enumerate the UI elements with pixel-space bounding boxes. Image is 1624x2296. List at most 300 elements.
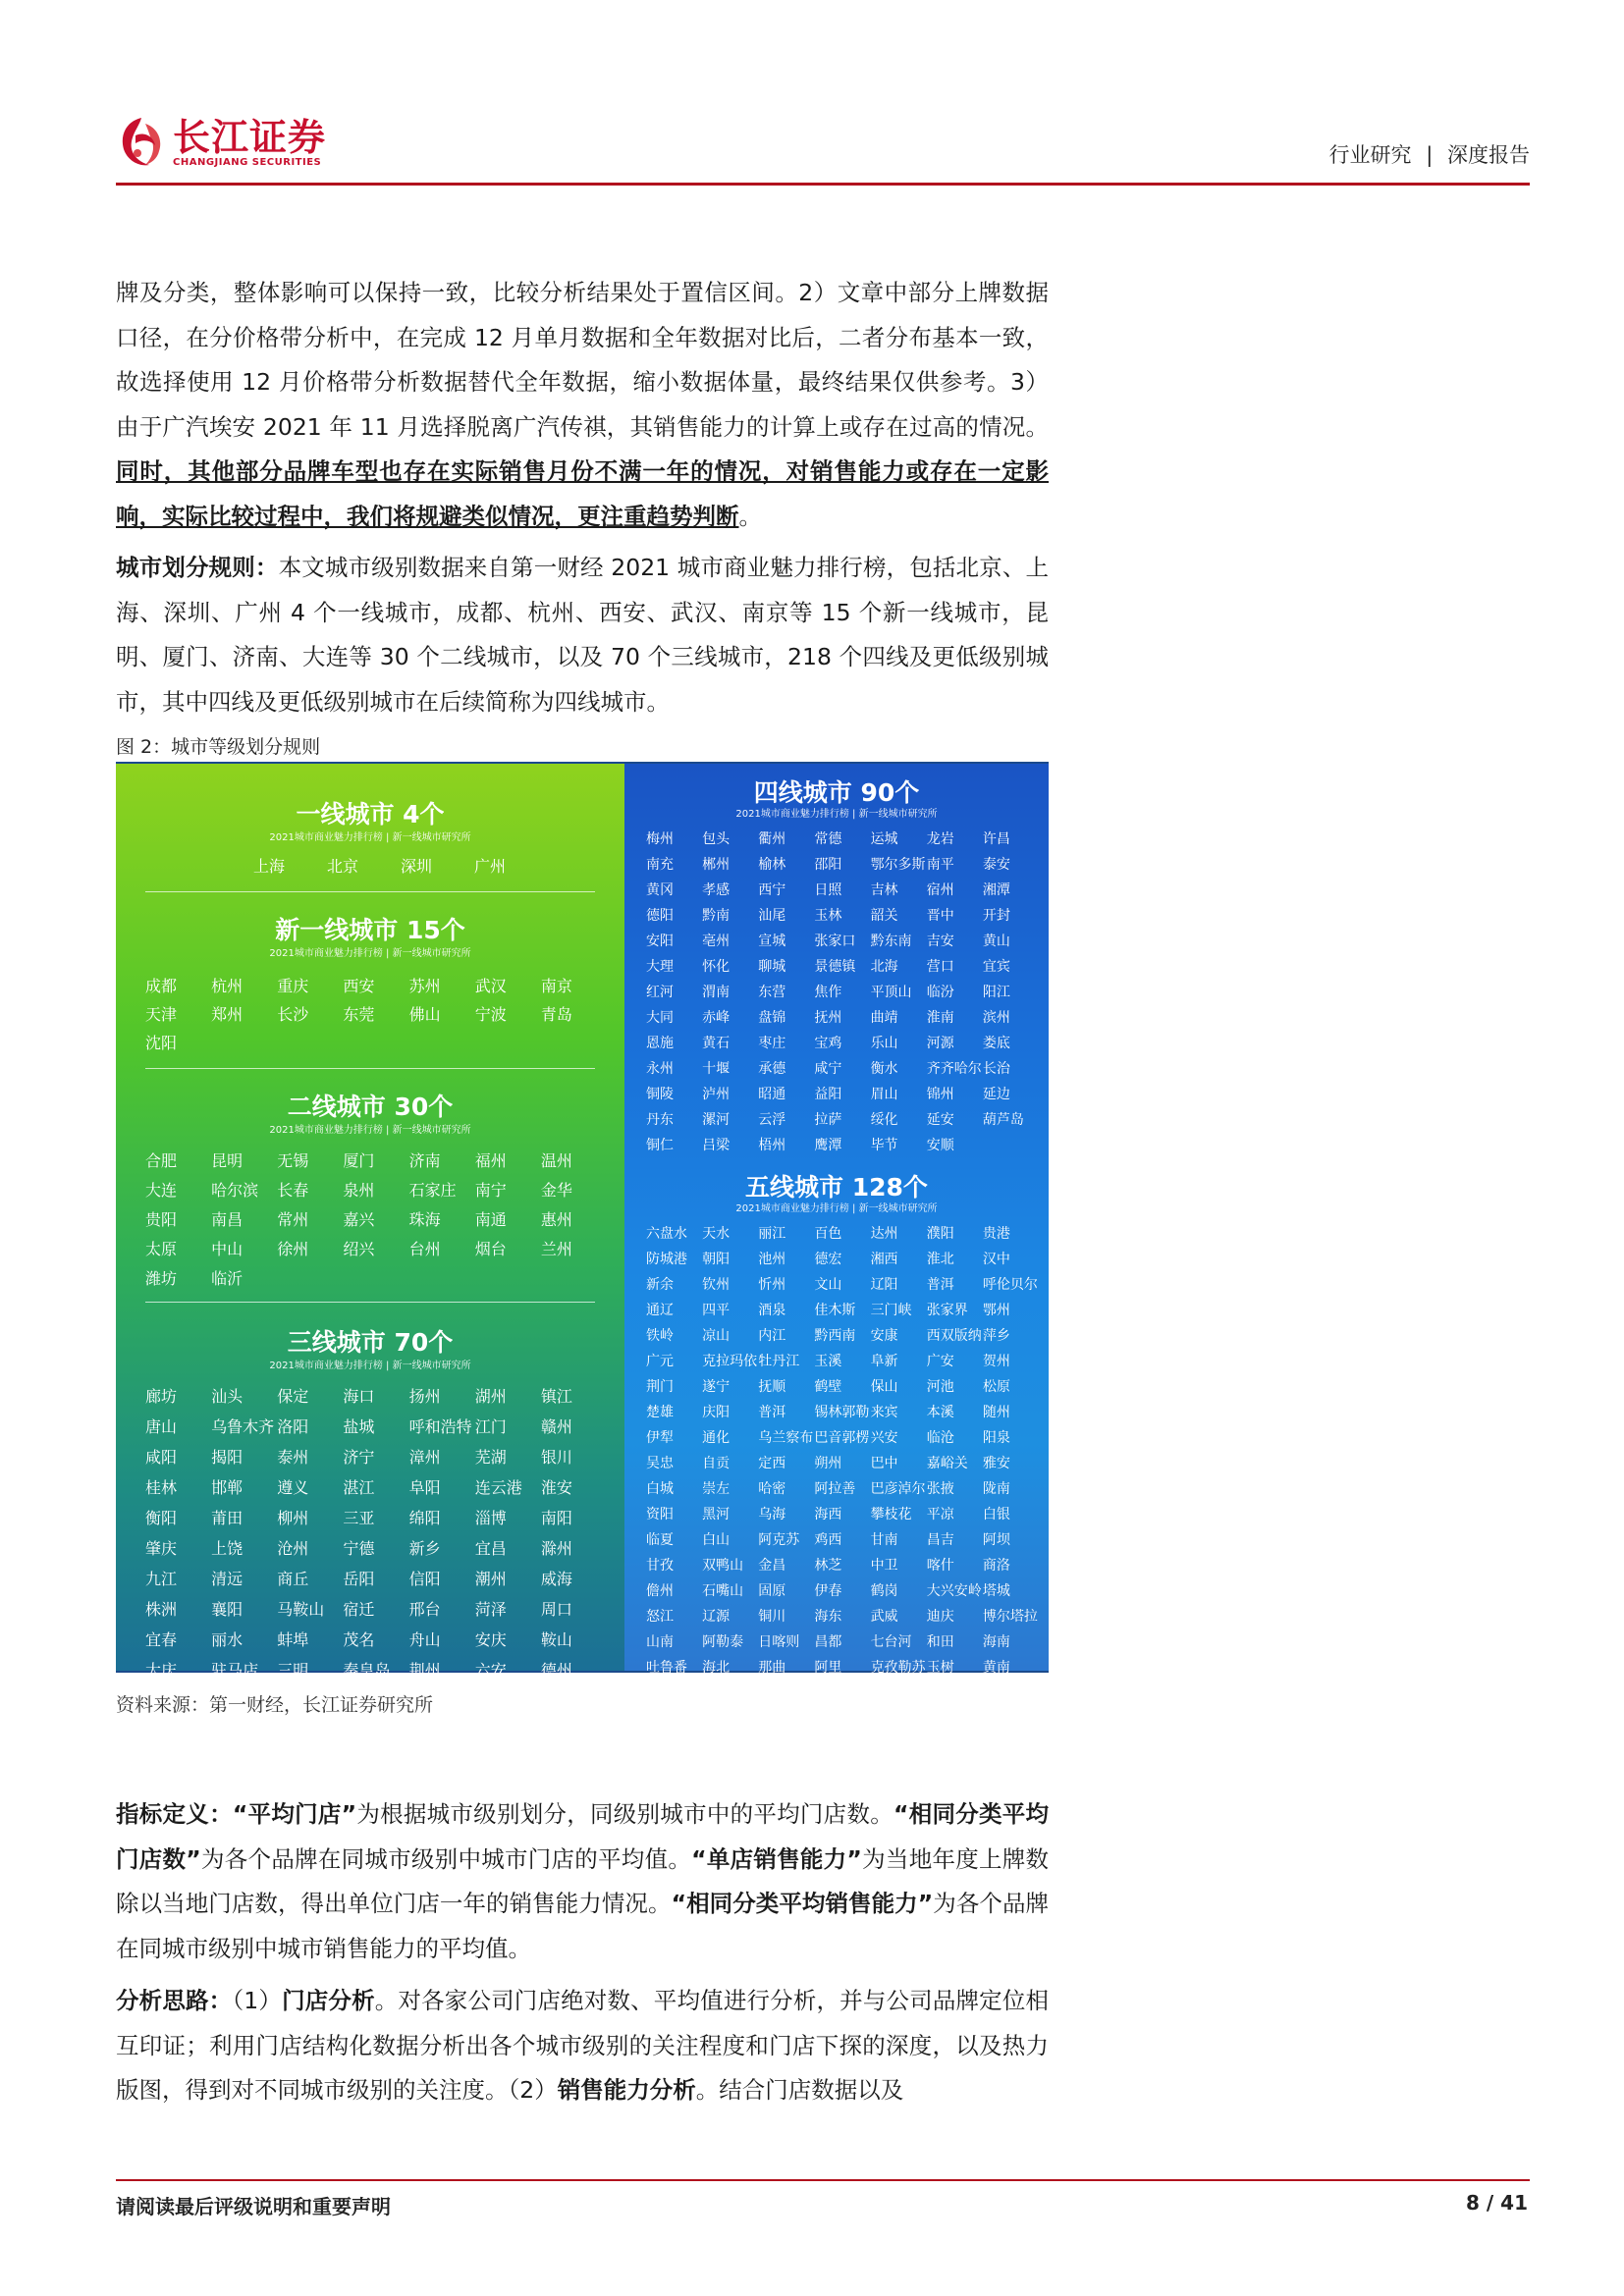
city-name: 克孜勒苏	[870, 1660, 926, 1676]
city-name: 海南	[982, 1634, 1010, 1650]
city-name: 抚州	[814, 1010, 842, 1026]
newtier1-city-list	[145, 974, 607, 1053]
city-name: 孝感	[702, 882, 731, 898]
city-name: 临汾	[926, 985, 954, 1000]
city-name: 运城	[870, 831, 898, 847]
city-name: 沈阳	[145, 1034, 178, 1052]
city-name: 桂林	[145, 1478, 178, 1497]
city-name: 毕节	[870, 1138, 898, 1153]
tier3-city-list	[145, 1384, 607, 1681]
tier2-title: 二线城市 30个	[287, 1093, 454, 1121]
city-name: 常德	[814, 831, 842, 847]
page-header	[116, 110, 1530, 185]
city-name: 银川	[540, 1448, 572, 1467]
city-name: 广元	[646, 1354, 674, 1369]
city-name: 海口	[343, 1387, 375, 1406]
city-name: 拉萨	[814, 1112, 842, 1128]
city-name: 张家界	[926, 1303, 968, 1318]
city-name: 玉溪	[814, 1354, 842, 1369]
city-name: 黄冈	[646, 882, 674, 898]
city-name: 呼和浩特	[408, 1417, 472, 1436]
city-name: 清远	[211, 1570, 244, 1588]
city-name: 郴州	[702, 857, 731, 873]
city-name: 秦皇岛	[343, 1661, 391, 1680]
city-name: 大连	[145, 1181, 178, 1200]
city-name: 黄南	[982, 1660, 1010, 1676]
city-name: 乐山	[870, 1036, 898, 1051]
city-name: 赣州	[540, 1417, 572, 1436]
city-name: 遵义	[277, 1478, 309, 1497]
city-name: 普洱	[926, 1277, 954, 1293]
city-name: 芜湖	[474, 1448, 507, 1467]
city-name: 十堰	[702, 1061, 731, 1077]
city-name: 平顶山	[870, 985, 912, 1000]
city-name: 眉山	[870, 1087, 898, 1102]
term-average-store: “平均门店”	[232, 1800, 357, 1828]
figure-source: 资料来源：第一财经，长江证券研究所	[116, 1694, 434, 1716]
city-name: 荆州	[408, 1661, 441, 1680]
city-name: 河源	[926, 1036, 954, 1051]
city-name: 淮北	[926, 1252, 954, 1267]
city-name: 鄂尔多斯	[870, 857, 926, 873]
city-name: 宣城	[758, 934, 786, 949]
city-name: 太原	[145, 1240, 178, 1258]
city-name: 景德镇	[814, 959, 856, 975]
city-name: 乌鲁木齐	[211, 1417, 275, 1436]
city-name: 抚顺	[758, 1379, 786, 1395]
city-name: 石嘴山	[702, 1583, 744, 1599]
city-name: 南平	[926, 857, 954, 873]
city-name: 吴忠	[646, 1456, 674, 1471]
city-name: 常州	[277, 1210, 309, 1229]
term-single-store-sales: “单店销售能力”	[691, 1844, 862, 1873]
city-name: 扬州	[408, 1387, 441, 1406]
city-name: 阿勒泰	[702, 1634, 744, 1650]
city-name: 定西	[758, 1456, 786, 1471]
city-name: 丽水	[211, 1630, 244, 1649]
city-name: 德州	[540, 1661, 572, 1680]
city-name: 酒泉	[758, 1303, 786, 1318]
para1-end: 。	[738, 502, 762, 530]
city-name: 烟台	[474, 1240, 507, 1258]
city-name: 鸡西	[814, 1532, 842, 1548]
city-name: 莆田	[211, 1509, 244, 1527]
city-name: 淮安	[540, 1478, 572, 1497]
city-name: 大同	[646, 1010, 674, 1026]
footer-rule	[116, 2179, 1530, 2181]
city-name: 包头	[702, 831, 731, 847]
city-name: 黔南	[702, 908, 731, 924]
city-name: 榆林	[758, 857, 786, 873]
city-name: 周口	[540, 1600, 572, 1619]
city-name: 阿克苏	[758, 1532, 800, 1548]
city-name: 杭州	[211, 977, 244, 995]
city-name: 池州	[758, 1252, 786, 1267]
city-name: 甘孜	[646, 1558, 674, 1574]
city-name: 承德	[758, 1061, 786, 1077]
city-name: 济南	[408, 1151, 441, 1170]
approach-text: （1）	[232, 1987, 283, 2014]
city-name: 延边	[982, 1087, 1010, 1102]
city-name: 成都	[145, 977, 178, 995]
city-name: 黄山	[982, 934, 1010, 949]
city-name: 济宁	[343, 1448, 375, 1467]
city-name: 荆门	[646, 1379, 674, 1395]
city-name: 张家口	[814, 934, 856, 949]
city-name: 宿州	[926, 882, 954, 898]
city-name: 哈尔滨	[211, 1181, 259, 1200]
definition-text: 为当地年度上牌数除以当地门店数，得出单位门店一年的销售能力情况。	[116, 1844, 1050, 1917]
city-name: 黄石	[702, 1036, 731, 1051]
city-name: 连云港	[474, 1478, 522, 1497]
city-name: 柳州	[277, 1509, 309, 1527]
city-name: 怀化	[702, 959, 731, 975]
city-name: 通化	[702, 1430, 731, 1446]
city-name: 盐城	[343, 1417, 375, 1436]
city-name: 绵阳	[408, 1509, 441, 1527]
city-name: 赤峰	[702, 1010, 731, 1026]
city-name: 蚌埠	[277, 1630, 309, 1649]
logo-text-en: CHANGJIANG SECURITIES	[173, 156, 322, 168]
city-name: 合肥	[145, 1151, 178, 1170]
city-name: 白城	[646, 1481, 674, 1497]
city-name: 文山	[814, 1277, 842, 1293]
city-name: 巴中	[870, 1456, 898, 1471]
city-name: 沧州	[277, 1539, 309, 1558]
city-name: 乌兰察布	[758, 1430, 814, 1446]
city-name: 佛山	[408, 1005, 441, 1024]
city-name: 邯郸	[211, 1478, 244, 1497]
city-name: 鹤岗	[870, 1583, 898, 1599]
city-name: 重庆	[277, 977, 309, 995]
city-name: 宜昌	[474, 1539, 507, 1558]
city-name: 汕尾	[758, 908, 786, 924]
city-name: 长治	[982, 1061, 1010, 1077]
city-name: 肇庆	[145, 1539, 178, 1558]
city-name: 西双版纳	[926, 1328, 982, 1344]
city-name: 锦州	[926, 1087, 954, 1102]
store-analysis-term: 门店分析	[282, 1987, 375, 2014]
city-name: 许昌	[982, 831, 1010, 847]
city-name: 三明	[277, 1661, 309, 1680]
city-name: 南宁	[474, 1181, 507, 1200]
city-name: 普洱	[758, 1405, 786, 1420]
city-name: 日照	[814, 882, 842, 898]
city-name: 忻州	[758, 1277, 786, 1293]
city-name: 大理	[646, 959, 674, 975]
city-name: 牡丹江	[758, 1354, 800, 1369]
city-name: 鞍山	[540, 1630, 572, 1649]
city-name: 德阳	[646, 908, 674, 924]
city-name: 和田	[926, 1634, 954, 1650]
city-name: 伊春	[814, 1583, 842, 1599]
city-name: 德宏	[814, 1252, 842, 1267]
city-name: 阿拉善	[814, 1481, 856, 1497]
tier1-subtitle: 2021城市商业魅力排行榜 | 新一线城市研究所	[269, 832, 471, 843]
city-name: 上海	[253, 857, 286, 876]
city-name: 鹰潭	[814, 1138, 842, 1153]
city-name: 松原	[982, 1379, 1010, 1395]
city-name: 濮阳	[926, 1226, 954, 1242]
city-name: 昌吉	[926, 1532, 954, 1548]
city-name: 崇左	[702, 1481, 731, 1497]
city-name: 台州	[408, 1240, 441, 1258]
city-name: 临沧	[926, 1430, 954, 1446]
city-name: 焦作	[814, 985, 842, 1000]
city-name: 福州	[474, 1151, 507, 1170]
city-name: 来宾	[870, 1405, 898, 1420]
city-name: 揭阳	[211, 1448, 244, 1467]
city-name: 伊犁	[646, 1430, 674, 1446]
city-name: 朝阳	[702, 1252, 731, 1267]
city-name: 龙岩	[926, 831, 954, 847]
paragraph-analysis-approach	[116, 1979, 1049, 2113]
city-name: 吐鲁番	[646, 1660, 687, 1676]
city-name: 楚雄	[646, 1405, 674, 1420]
city-name: 唐山	[145, 1417, 178, 1436]
city-name: 商丘	[277, 1570, 309, 1588]
city-name: 吉安	[926, 934, 954, 949]
city-name: 潍坊	[145, 1269, 178, 1288]
city-name: 萍乡	[982, 1328, 1010, 1344]
newtier1-subtitle: 2021城市商业魅力排行榜 | 新一线城市研究所	[269, 948, 471, 959]
city-name: 怒江	[646, 1609, 674, 1625]
city-tier-figure	[116, 762, 1049, 1701]
city-name: 上饶	[211, 1539, 244, 1558]
city-name: 中山	[211, 1240, 244, 1258]
city-name: 铜川	[758, 1609, 786, 1625]
city-name: 咸阳	[145, 1448, 178, 1467]
city-name: 巴音郭楞	[814, 1430, 870, 1446]
city-name: 汕头	[211, 1387, 244, 1406]
city-name: 内江	[758, 1328, 786, 1344]
city-name: 韶关	[870, 908, 898, 924]
tier1-title: 一线城市 4个	[296, 800, 445, 828]
city-name: 邵阳	[814, 857, 842, 873]
city-name: 丽江	[758, 1226, 786, 1242]
city-name: 绍兴	[343, 1240, 375, 1258]
city-name: 白山	[702, 1532, 731, 1548]
city-name: 茂名	[343, 1630, 375, 1649]
tier5-subtitle: 2021城市商业魅力排行榜 | 新一线城市研究所	[735, 1203, 938, 1214]
city-name: 南京	[540, 977, 572, 995]
city-name: 曲靖	[870, 1010, 898, 1026]
city-name: 黔西南	[814, 1328, 856, 1344]
city-name: 安阳	[646, 934, 674, 949]
city-name: 红河	[646, 985, 674, 1000]
city-name: 亳州	[702, 934, 731, 949]
city-name: 哈密	[758, 1481, 786, 1497]
city-name: 渭南	[702, 985, 731, 1000]
city-name: 嘉兴	[343, 1210, 375, 1229]
city-name: 惠州	[540, 1210, 572, 1229]
city-name: 湘潭	[982, 882, 1010, 898]
city-name: 果洛	[646, 1685, 674, 1701]
city-name: 徐州	[277, 1240, 309, 1258]
city-name: 贺州	[982, 1354, 1010, 1369]
city-name: 安顺	[926, 1138, 954, 1153]
sales-analysis-term: 销售能力分析	[557, 2076, 696, 2104]
city-name: 巴彦淖尔	[870, 1481, 926, 1497]
city-name: 兰州	[540, 1240, 572, 1258]
city-name: 迪庆	[926, 1609, 954, 1625]
city-name: 阳江	[982, 985, 1010, 1000]
city-name: 绥化	[870, 1112, 898, 1128]
definition-text: 为根据城市级别划分，同级别城市中的平均门店数。	[356, 1800, 893, 1828]
page-number: 8 / 41	[1466, 2191, 1528, 2215]
city-name: 广州	[474, 857, 507, 876]
city-name: 岳阳	[343, 1570, 375, 1588]
city-name: 舟山	[408, 1630, 441, 1649]
city-name: 南充	[646, 857, 674, 873]
city-name: 长春	[277, 1181, 309, 1200]
city-name: 湖州	[474, 1387, 507, 1406]
city-name: 威海	[540, 1570, 572, 1588]
city-rules-label: 城市划分规则：	[116, 554, 279, 581]
city-name: 日喀则	[758, 1634, 800, 1650]
city-name: 天津	[145, 1005, 178, 1024]
divider	[145, 1302, 595, 1303]
city-name: 固原	[758, 1583, 786, 1599]
city-name: 衡阳	[145, 1509, 178, 1527]
city-name: 宜宾	[982, 959, 1010, 975]
city-name: 中卫	[870, 1558, 898, 1574]
city-name: 深圳	[401, 857, 433, 876]
tier1-city-list	[253, 854, 548, 877]
city-name: 阿里	[814, 1660, 842, 1676]
city-name: 淮南	[926, 1010, 954, 1026]
tier4-title: 四线城市 90个	[753, 778, 920, 807]
city-name: 郑州	[211, 1005, 244, 1024]
city-name: 安康	[870, 1328, 898, 1344]
city-name: 儋州	[646, 1583, 674, 1599]
city-name: 洛阳	[277, 1417, 309, 1436]
city-name: 大庆	[145, 1661, 178, 1680]
city-name: 青岛	[540, 1005, 572, 1024]
city-name: 苏州	[408, 977, 441, 995]
city-name: 南通	[474, 1210, 507, 1229]
tier3-title: 三线城市 70个	[287, 1328, 454, 1357]
city-rules-text: 本文城市级别数据来自第一财经 2021 城市商业魅力排行榜，包括北京、上海、深圳、广州 4 个一线城市，成都、杭州、西安、武汉、南京等 15 个新一线城市，昆明、厦门、济南、大连等 30 个二线城市，以及 70 个三线城市，218 个四线及更低级别城市，其中四线及更低级别城市在后续简称为四线城市。	[116, 554, 1049, 716]
city-name: 随州	[982, 1405, 1010, 1420]
city-name: 吕梁	[702, 1138, 731, 1153]
city-name: 株洲	[145, 1600, 178, 1619]
city-name: 江门	[474, 1417, 507, 1436]
city-name: 阜阳	[408, 1478, 441, 1497]
tier4-subtitle: 2021城市商业魅力排行榜 | 新一线城市研究所	[735, 809, 938, 820]
definition-text: 为各个品牌在同城市级别中城市销售能力的平均值。	[116, 1890, 1050, 1962]
city-name: 湘西	[870, 1252, 898, 1267]
city-name: 博尔塔拉	[982, 1609, 1038, 1625]
city-name: 宜春	[145, 1630, 178, 1649]
city-name: 西宁	[758, 882, 786, 898]
city-name: 兴安	[870, 1430, 898, 1446]
city-name: 三门峡	[870, 1303, 912, 1318]
city-name: 商洛	[982, 1558, 1010, 1574]
city-name: 海西	[814, 1507, 842, 1522]
city-name: 双鸭山	[702, 1558, 744, 1574]
approach-text: 。对各家公司门店绝对数、平均值进行分析，并与公司品牌定位相互印证；利用门店结构化数据分析出各个城市级别的关注程度和门店下探的深度，以及热力版图，得到对不同城市级别的关注度。（2）	[116, 1987, 1050, 2104]
city-name: 宿迁	[343, 1600, 375, 1619]
city-name: 枣庄	[758, 1036, 786, 1051]
city-name: 资阳	[646, 1507, 674, 1522]
city-name: 延安	[926, 1112, 954, 1128]
city-name: 玉林	[814, 908, 842, 924]
city-name: 通辽	[646, 1303, 674, 1318]
city-name: 云浮	[758, 1112, 786, 1128]
city-name: 昆明	[211, 1151, 244, 1170]
city-name: 衢州	[758, 831, 786, 847]
divider	[145, 891, 595, 892]
city-name: 驻马店	[211, 1661, 259, 1680]
city-name: 防城港	[646, 1252, 687, 1267]
city-name: 聊城	[758, 959, 786, 975]
city-name: 那曲	[758, 1660, 786, 1676]
city-name: 鄂州	[982, 1303, 1010, 1318]
city-name: 襄阳	[211, 1600, 244, 1619]
logo-text-cn: 长江证券	[173, 115, 327, 159]
city-name: 七台河	[870, 1634, 912, 1650]
city-name: 东莞	[343, 1005, 375, 1024]
city-name: 梅州	[646, 831, 674, 847]
city-name: 武汉	[474, 977, 507, 995]
city-name: 滁州	[540, 1539, 572, 1558]
city-name: 攀枝花	[870, 1507, 912, 1522]
city-name: 宁德	[343, 1539, 375, 1558]
city-name: 马鞍山	[277, 1600, 325, 1619]
city-name: 本溪	[926, 1405, 954, 1420]
section-label: 行业研究	[1328, 143, 1412, 167]
city-name: 恩施	[646, 1036, 674, 1051]
report-type-label: 深度报告	[1447, 143, 1530, 167]
divider	[145, 1068, 595, 1069]
city-name: 铁岭	[646, 1328, 674, 1344]
city-name: 六安	[474, 1661, 507, 1680]
city-name: 贵阳	[145, 1210, 178, 1229]
city-name: 武威	[870, 1609, 898, 1625]
city-name: 四平	[702, 1303, 731, 1318]
city-name: 湛江	[343, 1478, 375, 1497]
city-name: 平凉	[926, 1507, 954, 1522]
city-name: 南阳	[540, 1509, 572, 1527]
city-name: 泰州	[277, 1448, 309, 1467]
city-name: 锡林郭勒	[814, 1405, 870, 1420]
city-name: 信阳	[408, 1570, 441, 1588]
city-name: 无锡	[277, 1151, 309, 1170]
city-name: 吉林	[870, 882, 898, 898]
city-name: 喀什	[926, 1558, 954, 1574]
city-name: 鹤壁	[814, 1379, 842, 1395]
city-name: 益阳	[814, 1087, 842, 1102]
approach-label: 分析思路：	[116, 1987, 233, 2014]
tier5-city-list	[646, 1223, 1039, 1702]
city-name: 甘南	[870, 1532, 898, 1548]
city-name: 山南	[646, 1634, 674, 1650]
city-name: 钦州	[702, 1277, 731, 1293]
city-name: 宁波	[474, 1005, 507, 1024]
city-name: 雅安	[982, 1456, 1010, 1471]
city-name: 三沙	[702, 1685, 731, 1701]
city-name: 盘锦	[758, 1010, 786, 1026]
city-name: 河池	[926, 1379, 954, 1395]
city-name: 汉中	[982, 1252, 1010, 1267]
paragraph-methodology-notes	[116, 271, 1049, 539]
term-same-class-average-sales: “相同分类平均销售能力”	[671, 1890, 934, 1917]
city-name: 阿坝	[982, 1532, 1010, 1548]
city-name: 林芝	[814, 1558, 842, 1574]
city-name: 嘉峪关	[926, 1456, 968, 1471]
tier2-subtitle: 2021城市商业魅力排行榜 | 新一线城市研究所	[269, 1125, 471, 1136]
